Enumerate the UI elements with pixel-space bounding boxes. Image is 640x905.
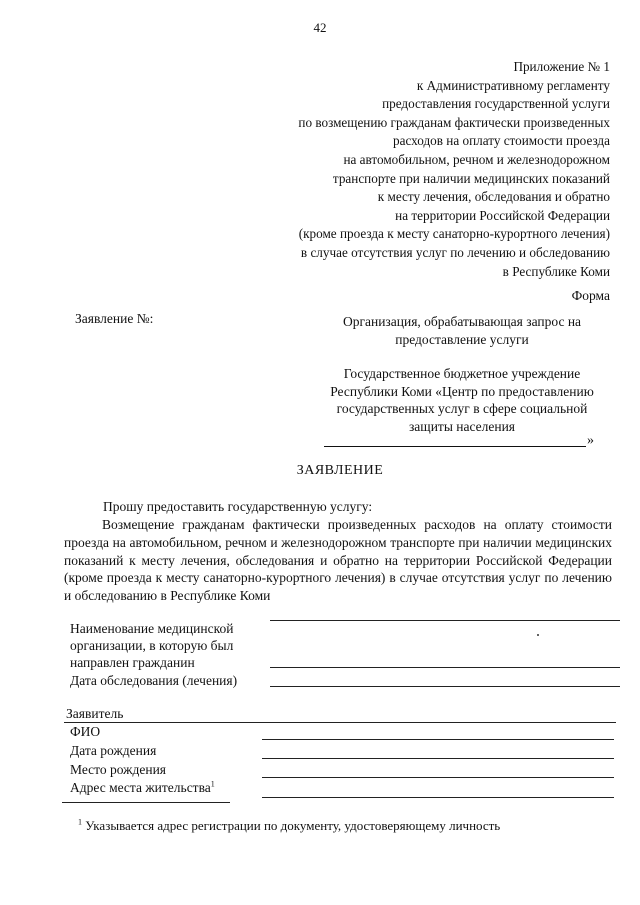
annex-line: на территории Российской Федерации	[395, 207, 610, 223]
annex-line: к Административному регламенту	[416, 77, 610, 93]
annex-line: (кроме проезда к месту санаторно-курортного лечения)	[298, 226, 610, 242]
page-number: 42	[313, 20, 327, 35]
annex-line: расходов на оплату стоимости проезда	[393, 133, 610, 149]
document-title: ЗАЯВЛЕНИЕ	[296, 463, 384, 478]
medical-org-label	[70, 620, 233, 671]
org-heading-line: предоставление услуги	[395, 331, 529, 347]
medical-org-line-1[interactable]	[270, 620, 620, 621]
applicant-section-label: Заявитель	[66, 706, 124, 721]
footnote-mark: 1	[78, 817, 82, 827]
fio-line[interactable]	[262, 739, 614, 740]
intro-text: Прошу предоставить государственную услугу:	[103, 499, 373, 514]
address-label	[70, 779, 215, 796]
address-line[interactable]	[262, 797, 614, 798]
birth-date-line[interactable]	[262, 758, 614, 759]
application-number-label: Заявление №:	[75, 311, 154, 326]
org-heading-line: Организация, обрабатывающая запрос на	[342, 314, 582, 329]
address-label-text: Адрес места жительства	[70, 780, 211, 795]
annex-line: предоставления государственной услуги	[382, 96, 610, 112]
annex-line: транспорте при наличии медицинских показаний	[332, 170, 610, 186]
medical-org-line-2[interactable]	[270, 667, 620, 668]
birth-date-label: Дата рождения	[70, 743, 157, 758]
form-label: Форма	[571, 288, 610, 303]
annex-line: Приложение № 1	[513, 59, 610, 74]
fio-label: ФИО	[70, 724, 101, 739]
applicant-divider	[64, 722, 616, 723]
footnote-marker: 1	[210, 779, 215, 789]
medical-org-label-line: организации, в которую был	[70, 638, 234, 653]
org-name-line: защиты населения	[408, 418, 516, 434]
annex-line: в Республике Коми	[502, 263, 610, 279]
annex-line: в случае отсутствия услуг по лечению и обследованию	[300, 244, 610, 260]
birth-place-line[interactable]	[262, 777, 614, 778]
annex-header	[190, 58, 610, 281]
speck-mark	[537, 634, 539, 636]
footnote-text: Указывается адрес регистрации по документу, удостоверяющему личность	[85, 818, 501, 833]
organization-block	[312, 313, 612, 435]
medical-org-label-line: направлен гражданин	[70, 655, 195, 670]
footnote	[78, 818, 500, 834]
annex-line: на автомобильном, речном и железнодорожном	[343, 151, 610, 167]
org-name-line: Государственное бюджетное учреждение	[343, 366, 581, 381]
medical-org-label-line: Наименование медицинской	[70, 621, 234, 636]
annex-line: к месту лечения, обследования и обратно	[377, 189, 610, 205]
annex-line: по возмещению гражданам фактически произведенных	[298, 114, 610, 130]
organization-blank-line[interactable]	[324, 432, 586, 447]
birth-place-label: Место рождения	[70, 762, 167, 777]
footnote-separator	[62, 802, 230, 803]
closing-quote: »	[587, 433, 594, 448]
exam-date-label: Дата обследования (лечения)	[70, 673, 238, 688]
org-name-line: государственных услуг в сфере социальной	[336, 401, 588, 416]
org-name-line: Республики Коми «Центр по предоставлению	[330, 383, 594, 399]
service-description: Возмещение гражданам фактически произведенных расходов на оплату стоимости проезда на автомобильном, речном и железнодорожном транспорте при наличии медицинских показаний к месту лечения, обследования и обратно на территории Российской Федерации (кроме проезда к месту санаторно-курортного лечения) в случае отсутствия услуг по лечению и обследованию в Республике Коми	[64, 517, 612, 604]
exam-date-line[interactable]	[270, 686, 620, 687]
